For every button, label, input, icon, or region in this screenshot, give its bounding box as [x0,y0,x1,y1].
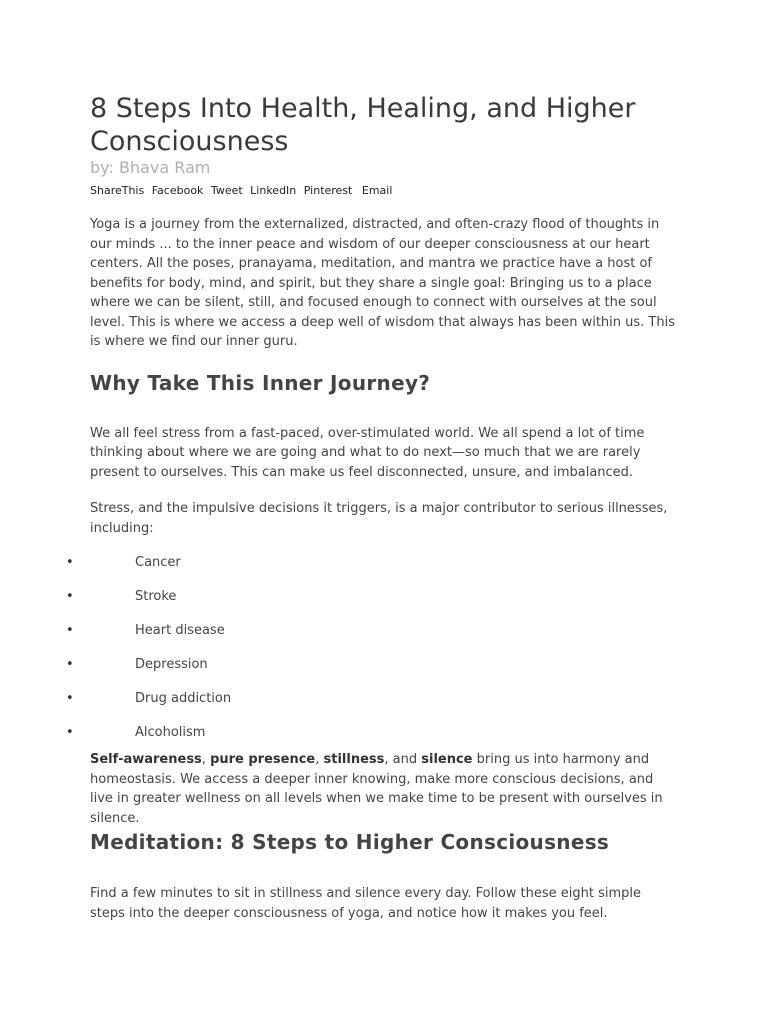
bullet-icon: • [66,623,74,638]
share-bar [90,184,690,198]
meditation-intro-paragraph: Find a few minutes to sit in stillness and silence every day. Follow these eight simple steps into the deeper consciousness of yoga, and notice how it makes you feel. [90,886,642,921]
stress-paragraph: We all feel stress from a fast-paced, over-stimulated world. We all spend a lot of time thinking about where we are going and what to do next—so much that we are rarely present to ourselves. This can make us feel disconnected, unsure, and imbalanced. [90,425,645,480]
bullet-icon: • [66,725,74,740]
intro-paragraph: Yoga is a journey from the externalized, distracted, and often-crazy flood of thoughts in our minds ... to the inner peace and wisdom of our deeper consciousness at our heart centers. All the poses, pranayama, meditation, and mantra we practice have a host of benefits for body, mind, and spirit, but they share a single goal: Bringing us to a place where we can be silent, still, and focused enough to connect with ourselves at the soul level. This is where we access a deep well of wisdom that always has been within us. This is where we find our inner guru. [90,217,675,349]
self-awareness-text: Self-awareness [90,752,202,767]
list-item: • Heart disease [66,623,225,638]
section-heading-meditation: Meditation: 8 Steps to Higher Consciousness [90,830,610,854]
silence-text: silence [421,752,473,767]
harmony-paragraph: Self-awareness, pure presence, stillness, and silence bring us into harmony and homeostasis. We access a deeper inner knowing, make more conscious decisions, and live in greater wellness on all levels when we make time to be present with ourselves in silence. [90,752,663,826]
share-this-link[interactable]: ShareThis [90,184,145,197]
email-link[interactable]: Email [361,184,393,197]
list-item: • Alcoholism [66,725,206,740]
illness-intro-paragraph: Stress, and the impulsive decisions it triggers, is a major contributor to serious illnesses, including: [90,501,668,536]
illness-list [66,553,690,750]
bullet-icon: • [66,657,74,672]
stillness-text: stillness [323,752,385,767]
tweet-link[interactable]: Tweet [210,184,243,197]
list-item: • Drug addiction [66,691,232,706]
facebook-link[interactable]: Facebook [151,184,204,197]
section-heading-why: Why Take This Inner Journey? [90,370,431,395]
article-title: 8 Steps Into Health, Healing, and Higher Consciousness [90,93,636,157]
bullet-icon: • [66,555,74,570]
article-byline: by: Bhava Ram [90,158,211,177]
bullet-icon: • [66,691,74,706]
list-item: • Stroke [66,589,177,604]
bullet-icon: • [66,589,74,604]
list-item: • Depression [66,657,208,672]
article [66,92,690,923]
linkedin-link[interactable]: LinkedIn [250,184,297,197]
pure-presence-text: pure presence [210,752,316,767]
list-item: • Cancer [66,555,181,570]
pinterest-link[interactable]: Pinterest [303,184,353,197]
